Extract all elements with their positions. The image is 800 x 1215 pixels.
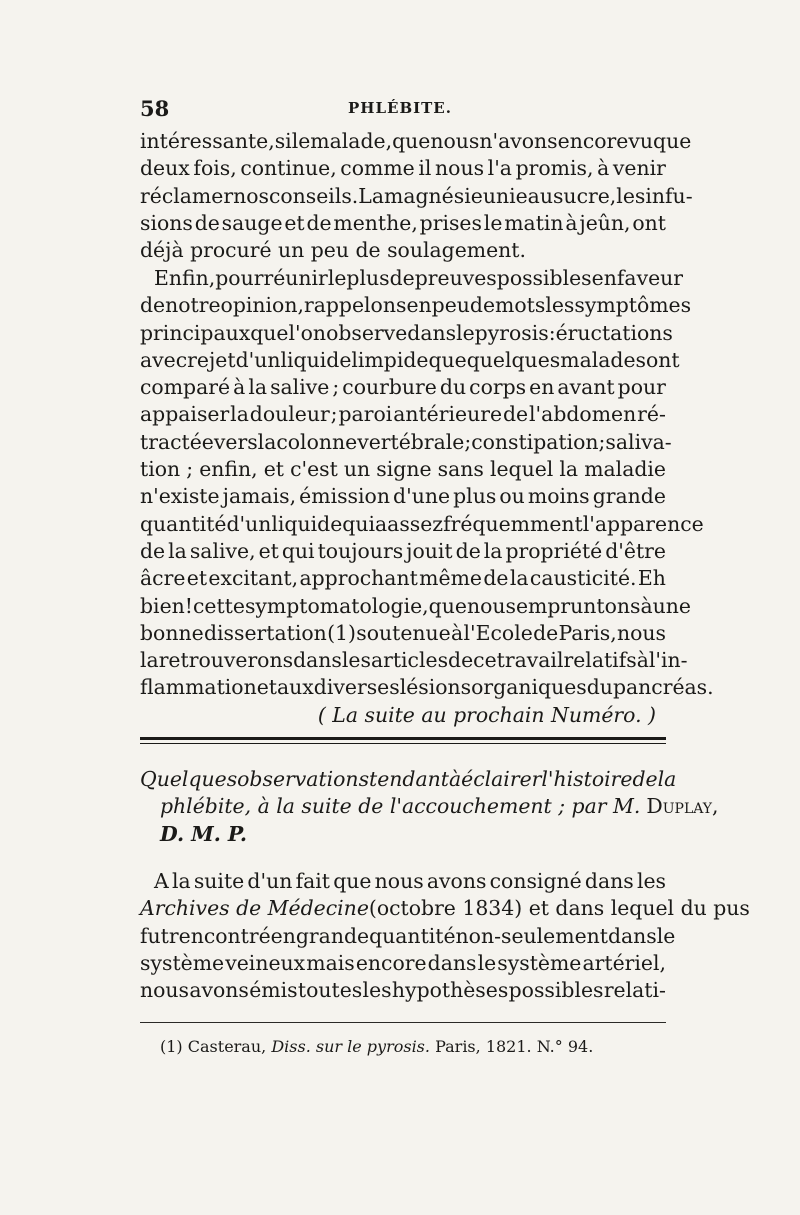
word: de	[632, 767, 658, 791]
word: d'une	[393, 484, 451, 509]
word: salive,	[189, 538, 256, 563]
text-line	[140, 292, 692, 319]
word: au	[527, 183, 553, 208]
word: symptomatologie,	[244, 593, 429, 618]
word: d'être	[605, 538, 666, 563]
word: observations	[237, 767, 370, 791]
footnote-divider	[140, 1022, 666, 1023]
word: articles	[370, 648, 449, 673]
word: l'apparence	[582, 511, 704, 536]
word: réclamer	[140, 183, 234, 208]
text-line	[140, 401, 666, 428]
word: en	[270, 923, 296, 948]
word: pour	[215, 266, 264, 290]
word: causticité.	[529, 566, 637, 591]
word: corps	[469, 375, 527, 400]
word: dans	[607, 923, 657, 948]
word: émis	[249, 978, 298, 1003]
paragraph-pyrosis	[140, 265, 714, 729]
word: unie	[482, 183, 528, 208]
word: et	[263, 457, 284, 482]
word: ou	[499, 484, 525, 509]
word: quantité	[140, 511, 227, 536]
word: réunir	[263, 266, 328, 290]
word: l'histoire	[541, 767, 633, 791]
word: retrouverons	[158, 648, 294, 673]
word: continue,	[240, 156, 337, 181]
word: de	[389, 266, 415, 290]
word: la	[483, 538, 503, 563]
word: grande	[295, 923, 370, 948]
word: dans	[293, 648, 342, 673]
word: système	[140, 950, 225, 975]
word: de	[533, 620, 559, 645]
word: avec	[140, 347, 188, 372]
word: éructations	[555, 320, 673, 345]
word: comme	[340, 156, 415, 181]
word: rejet	[187, 347, 236, 372]
word: toutes	[297, 978, 363, 1003]
text-line	[140, 593, 692, 620]
word: nous	[374, 869, 424, 893]
word: en	[529, 375, 555, 400]
word: de	[194, 210, 220, 235]
word: de	[306, 210, 332, 235]
word: colonne	[276, 429, 358, 454]
word: travail	[496, 648, 564, 673]
word: approchant	[299, 566, 418, 591]
word: toujours	[317, 538, 404, 563]
word: les	[341, 648, 371, 673]
word: antérieure	[393, 402, 503, 427]
word: ;	[464, 429, 472, 454]
word: en	[406, 293, 432, 318]
word: Quelques	[140, 767, 238, 791]
word: promis,	[515, 156, 594, 181]
word: que	[333, 869, 372, 893]
word: que	[428, 593, 467, 618]
word: magnésie	[384, 183, 483, 208]
text-line	[140, 538, 666, 565]
word: nous	[140, 978, 190, 1003]
word: nos	[233, 183, 269, 208]
word: saliva-	[605, 429, 672, 454]
word: âcre	[140, 566, 186, 591]
word: relati-	[603, 978, 666, 1003]
word: avant	[557, 375, 615, 400]
word: deux	[140, 156, 190, 181]
text-line	[140, 183, 693, 210]
word: venir	[612, 156, 666, 181]
footnote-details: Paris, 1821. N.° 94.	[435, 1037, 594, 1056]
word: ont	[646, 347, 680, 372]
word: artériel,	[582, 950, 666, 975]
word: ;	[332, 375, 340, 400]
word: que	[653, 129, 692, 153]
word: et	[256, 675, 277, 700]
word: ce	[473, 648, 497, 673]
word: :	[548, 320, 556, 345]
word: nous	[435, 156, 485, 181]
word: de	[483, 566, 509, 591]
word: il	[418, 156, 432, 181]
word: la	[559, 457, 579, 482]
word: menthe,	[333, 210, 418, 235]
word: avons	[189, 978, 249, 1003]
text-line	[140, 128, 692, 155]
word: malades	[560, 347, 646, 372]
word: La	[358, 183, 384, 208]
word: le	[291, 129, 311, 153]
word: intéressante,	[140, 129, 275, 153]
word: nous	[430, 129, 480, 153]
word: rappelons	[303, 293, 407, 318]
word: avons	[426, 869, 487, 893]
word: hypothèses	[391, 978, 509, 1003]
word: du	[586, 675, 613, 700]
word: tendant	[369, 767, 449, 791]
word: mais	[306, 950, 355, 975]
word: Paris,	[558, 620, 617, 645]
word: a	[374, 511, 388, 536]
word: de	[140, 293, 166, 318]
word: liquide	[280, 347, 352, 372]
text-line	[140, 923, 676, 950]
author-degree: D. M. P.	[160, 821, 247, 846]
section-divider-thin	[140, 743, 666, 744]
word: même	[419, 566, 482, 591]
word: appaiser	[140, 402, 230, 427]
word: que	[392, 129, 431, 153]
word: tion	[140, 457, 181, 482]
word: douleur	[249, 402, 330, 427]
word: vertébrale	[357, 429, 465, 454]
word: plus	[346, 266, 390, 290]
text-line	[140, 429, 672, 456]
word: l'a	[487, 156, 512, 181]
word: paroi	[338, 402, 393, 427]
title-line	[140, 793, 719, 820]
running-head: PHLÉBITE.	[348, 99, 452, 117]
word: un	[343, 457, 371, 482]
word: de	[469, 293, 496, 318]
paragraph-article-start	[140, 868, 750, 1004]
text-line: déjà procuré un peu de soulagement.	[140, 238, 526, 263]
word: de	[502, 402, 529, 427]
word: le	[456, 320, 475, 345]
word: le	[327, 266, 347, 290]
word: constipation	[471, 429, 599, 454]
word: les	[545, 293, 575, 318]
word: lequel	[489, 457, 554, 482]
word: Enfin,	[154, 266, 216, 290]
word: d'un	[226, 511, 272, 536]
word: consigné	[489, 869, 582, 893]
word: la	[657, 767, 677, 791]
word: symptômes	[574, 293, 692, 318]
word: ré-	[637, 402, 666, 427]
word: Eh	[637, 566, 666, 591]
word: salive	[270, 375, 330, 400]
text-line	[140, 674, 714, 701]
word: notre	[165, 293, 221, 318]
word: faveur	[616, 266, 684, 290]
word: la	[248, 375, 268, 400]
word: fut	[140, 923, 169, 948]
section-divider	[140, 737, 666, 740]
article-title	[140, 766, 719, 848]
word: système	[497, 950, 582, 975]
continuation-note: ( La suite au prochain Numéro. )	[317, 702, 656, 727]
word: limpide	[351, 347, 429, 372]
text-line	[140, 647, 688, 674]
word: sucre,	[552, 183, 617, 208]
word: émission	[299, 484, 390, 509]
word: grande	[592, 484, 666, 509]
word: opinion,	[220, 293, 304, 318]
word: tractée	[140, 429, 214, 454]
word: les	[362, 978, 392, 1003]
word: bonne	[140, 620, 204, 645]
word: assez	[387, 511, 444, 536]
footnote-title: Diss. sur le pyrosis.	[271, 1037, 430, 1056]
word: l'on	[288, 320, 327, 345]
word: éclairer	[461, 767, 542, 791]
word: nous	[466, 593, 516, 618]
word: suite	[193, 869, 245, 893]
word: ;	[186, 457, 194, 482]
text-line	[140, 347, 680, 374]
word: courbure	[342, 375, 437, 400]
word: dans	[584, 869, 634, 893]
word: la	[168, 538, 187, 563]
author-name: Duplay	[646, 794, 713, 819]
text-line	[140, 620, 666, 647]
word: dissertation	[203, 620, 327, 645]
word: flammation	[140, 675, 257, 700]
page-header	[140, 96, 666, 122]
word: soutenue	[356, 620, 451, 645]
text-line	[140, 265, 684, 292]
word: en	[591, 266, 617, 290]
word: cette	[192, 593, 245, 618]
title-line	[140, 766, 677, 793]
word: possibles	[496, 266, 592, 290]
word: organiques	[471, 675, 587, 700]
word: relatifs	[563, 648, 637, 673]
word: signe	[376, 457, 432, 482]
word: quelques	[466, 347, 561, 372]
word: que	[250, 320, 289, 345]
word: la	[171, 869, 191, 893]
word: lésions	[399, 675, 472, 700]
word: la	[509, 566, 529, 591]
word: le	[656, 923, 676, 948]
journal-name: Archives de Médecine	[140, 896, 369, 921]
word: d'un	[235, 347, 281, 372]
word: à	[565, 210, 578, 235]
text-line	[140, 895, 750, 922]
word: le	[477, 950, 497, 975]
word: les	[616, 183, 646, 208]
word: à	[640, 593, 653, 618]
footnote-author: Casterau,	[187, 1037, 267, 1056]
word: conseils.	[268, 183, 359, 208]
text-line	[140, 374, 666, 401]
word: d'un	[247, 869, 293, 893]
word: sauge	[221, 210, 283, 235]
word: comparé	[140, 375, 231, 400]
word: l'abdomen	[529, 402, 637, 427]
word: plus	[453, 484, 497, 509]
word: possibles	[508, 978, 604, 1003]
word: du	[439, 375, 467, 400]
word: jamais,	[222, 484, 297, 509]
word: sions	[140, 210, 193, 235]
word: enfin,	[199, 457, 258, 482]
word: ;	[598, 429, 606, 454]
word: aux	[276, 675, 314, 700]
word: matin	[504, 210, 564, 235]
word: quantité	[369, 923, 456, 948]
word: empruntons	[515, 593, 641, 618]
word: encore	[557, 129, 629, 153]
word: pour	[617, 375, 666, 400]
word: à	[636, 648, 649, 673]
word: vu	[628, 129, 654, 153]
title-text: phlébite, à la suite de l'accouchement ; par	[160, 794, 613, 819]
text-line	[140, 483, 666, 510]
word: à	[233, 375, 246, 400]
page-number: 58	[140, 96, 170, 121]
word: malade,	[310, 129, 393, 153]
word: infu-	[645, 183, 693, 208]
word: non-seulement	[455, 923, 608, 948]
text-line	[140, 320, 673, 347]
word: (1)	[327, 620, 356, 645]
word: ;	[330, 402, 338, 427]
word: qui	[342, 511, 375, 536]
word: la	[140, 648, 159, 673]
word: c'est	[290, 457, 338, 482]
text-line	[140, 977, 666, 1004]
word: pancréas.	[612, 675, 714, 700]
footnote	[160, 1037, 660, 1056]
word: diverses	[313, 675, 400, 700]
title-punctuation: ,	[712, 794, 719, 819]
word: encore	[355, 950, 427, 975]
word: sans	[437, 457, 484, 482]
word: bien	[140, 593, 185, 618]
word: n'existe	[140, 484, 220, 509]
word: peu	[431, 293, 470, 318]
text-line	[140, 210, 666, 237]
word: le	[483, 210, 503, 235]
word: et	[186, 566, 208, 591]
word: fois,	[193, 156, 237, 181]
word: à	[597, 156, 610, 181]
word: principaux	[140, 320, 251, 345]
text-fragment: (octobre 1834) et dans lequel du pus	[368, 896, 750, 921]
text-line	[140, 868, 666, 895]
footnote-marker: (1)	[160, 1037, 183, 1056]
word: la	[257, 429, 277, 454]
word: et	[258, 538, 279, 563]
text-line	[140, 950, 666, 977]
text-line	[140, 155, 666, 182]
word: observe	[326, 320, 408, 345]
word: l'Ecole	[463, 620, 533, 645]
author-initial: M.	[613, 794, 641, 819]
word: la	[230, 402, 249, 427]
word: preuves	[414, 266, 497, 290]
paragraph-continuation	[140, 128, 693, 264]
word: moins	[527, 484, 590, 509]
word: liquide	[271, 511, 343, 536]
word: mots	[495, 293, 546, 318]
word: vers	[213, 429, 258, 454]
word: maladie	[584, 457, 666, 482]
word: excitant,	[208, 566, 299, 591]
word: rencontré	[168, 923, 271, 948]
word: A	[154, 869, 169, 893]
word: si	[274, 129, 292, 153]
word: et	[284, 210, 305, 235]
word: !	[184, 593, 193, 618]
word: dans	[427, 950, 477, 975]
word: les	[636, 869, 666, 893]
word: veineux	[225, 950, 306, 975]
word: n'avons	[479, 129, 558, 153]
word: prises	[419, 210, 482, 235]
word: de	[448, 648, 474, 673]
word: une	[652, 593, 692, 618]
word: pyrosis	[474, 320, 549, 345]
word: de	[455, 538, 481, 563]
word: nous	[616, 620, 666, 645]
word: que	[428, 347, 467, 372]
word: jouit	[406, 538, 453, 563]
word: fait	[295, 869, 330, 893]
word: ont	[632, 210, 666, 235]
text-line	[140, 565, 666, 592]
word: l'in-	[648, 648, 688, 673]
word: dans	[407, 320, 457, 345]
word: qui	[281, 538, 315, 563]
word: de	[140, 538, 166, 563]
word: à	[451, 620, 464, 645]
text-line	[140, 511, 704, 538]
word: fréquemment	[443, 511, 583, 536]
word: à	[448, 767, 462, 791]
word: propriété	[505, 538, 603, 563]
text-line	[140, 456, 666, 483]
word: jeûn,	[579, 210, 631, 235]
